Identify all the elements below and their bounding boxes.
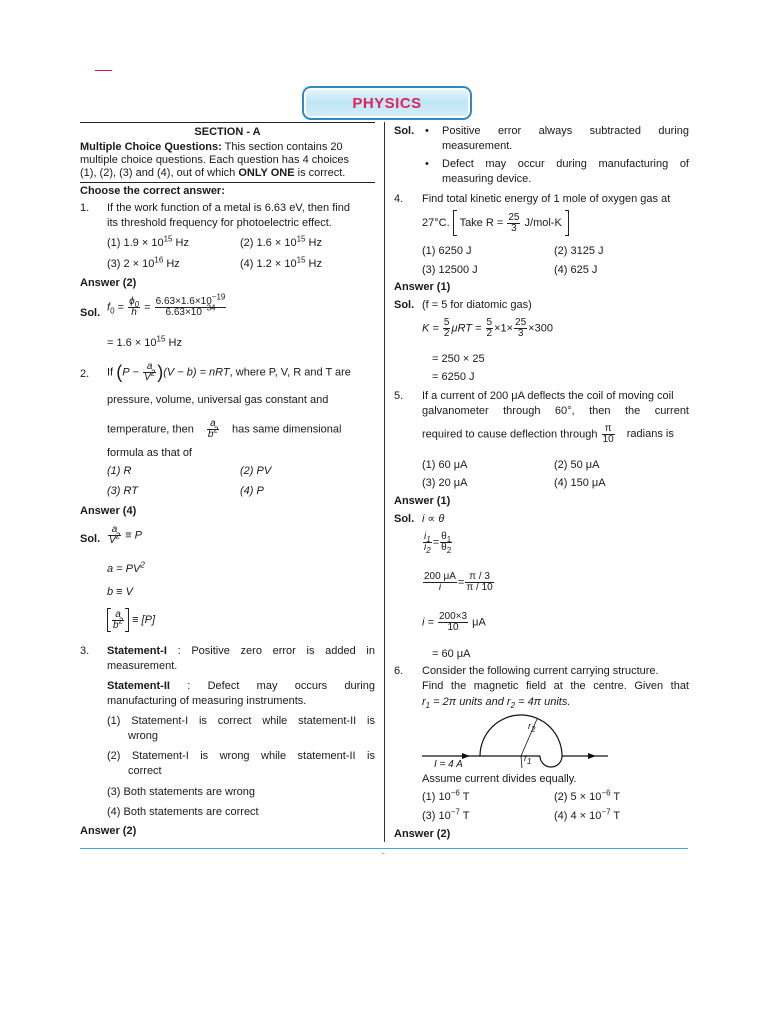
q2-option-1: (1) R [107,465,132,477]
q4-number: 4. [394,193,404,205]
q4-option-1: (1) 6250 J [422,245,472,257]
bullet-icon: • [425,158,429,170]
q1-option-2: (2) $1.6 \times 10^{15}$ Hz [240,234,322,249]
q4-sol-result-2: = 6250 J [432,371,475,383]
q2-line-4: formula as that of [107,447,192,459]
q5-option-2: (2) 50 μA [554,459,600,471]
subject-title: PHYSICS [352,94,422,112]
q2-sol-step-3: b ≡ V [107,586,133,598]
intro-line-2: multiple choice questions. Each question has 4 choices [80,154,350,166]
q5-sol-sub: $\frac{200 \mu A}{i}$ = $\frac{\pi / 3}{\pi / 10}$ [424,571,493,593]
q3-sol-bullet-2: Defect may occur during manufacturing of [442,158,689,170]
q6-option-3: (3) $10^{-7}$ T [422,807,470,822]
q5-answer: Answer (1) [394,495,451,507]
column-divider [384,122,385,842]
q5-line-1: If a current of 200 μA deflects the coil of moving coil [422,390,674,402]
q1-line-1: If the work function of a metal is 6.63 eV, then find [107,202,350,214]
q5-sol-ratio: $\frac{i_1}{i_2}$ = $\frac{\theta_1}{\theta_2}$ [424,531,452,555]
top-red-mark [95,70,112,71]
q2-option-3: (3) RT [107,485,138,497]
q2-sol-step-4: $\frac{a}{b^2}$ ≡ [P] [107,608,155,632]
q2-option-4: (4) P [240,485,264,497]
intro-line-3: (1), (2), (3) and (4), out of which ONLY ONE is correct. [80,167,346,179]
q2-line-2: pressure, volume, universal gas constant and [107,394,329,406]
q3-sol-label: Sol. [394,125,415,137]
q3-option-2: (2) Statement-I is wrong while statement-II is [107,750,375,762]
q4-line-2: 27°C. Take R = $\frac{25}{3}$ J/mol-K [422,210,569,236]
q3-sol-bullet-1: Positive error always subtracted during [442,125,689,137]
q4-sol-eq: K = $\frac{5}{2}$ μRT = $\frac{5}{2}$ ×1× $\frac{25}{3}$ ×300 [422,317,553,339]
q4-sol-label: Sol. [394,299,415,311]
q1-option-3: (3) $2 \times 10^{16}$ Hz [107,255,180,270]
q5-sol-prop: i ∝ θ [422,513,445,525]
q2-number: 2. [80,368,90,380]
q4-option-2: (2) 3125 J [554,245,604,257]
q2-sol-step-1: $\frac{a}{V^2}$ ≡ P [109,524,143,546]
q3-option-4: (4) Both statements are correct [107,806,259,818]
choose-heading: Choose the correct answer: [80,185,225,197]
q2-sol-step-2: $a = PV^2$ [107,560,145,575]
q6-figure-current-label: I = 4 A [434,759,463,770]
q2-option-2: (2) PV [240,465,272,477]
q4-sol-note: (f = 5 for diatomic gas) [422,299,532,311]
q3-statement-1-cont: measurement. [107,660,178,672]
q4-option-3: (3) 12500 J [422,264,478,276]
q6-line-3: $r_1 = 2\pi$ units and $r_2 = 4\pi$ units. [422,696,571,711]
q5-option-1: (1) 60 μA [422,459,468,471]
q3-option-1-cont: wrong [128,730,158,742]
q3-statement-2: Statement-II : Defect may occurs during [107,680,375,692]
q5-option-3: (3) 20 μA [422,477,468,489]
q3-number: 3. [80,645,90,657]
q1-option-1: (1) $1.9 \times 10^{15}$ Hz [107,234,189,249]
q6-option-1: (1) $10^{-6}$ T [422,788,470,803]
q5-sol-calc: i = $\frac{200\times 3}{10}$ μA [422,611,486,633]
q4-line-1: Find total kinetic energy of 1 mole of oxygen gas at [422,193,671,205]
q3-option-3: (3) Both statements are wrong [107,786,255,798]
q6-line-1: Consider the following current carrying structure. [422,665,659,677]
q6-figure-r1-label: $r_1$ [524,753,532,766]
q3-sol-bullet-2-cont: measuring device. [442,173,532,185]
subject-banner [302,86,472,120]
q1-option-4: (4) $1.2 \times 10^{15}$ Hz [240,255,322,270]
page-number-mark: - [382,848,385,858]
q5-option-4: (4) 150 μA [554,477,606,489]
q5-line-3: required to cause deflection through $\frac{\pi}{10}$ radians is [422,423,674,445]
q4-answer: Answer (1) [394,281,451,293]
section-top-rule [80,122,375,123]
q5-line-2: galvanometer through 60°, then the current [422,405,689,417]
q6-figure-r2-label: $r_2$ [528,721,536,734]
q1-line-2: its threshold frequency for photoelectric effect. [107,217,332,229]
q1-sol-result: = $1.6 \times 10^{15}$ Hz [107,334,182,349]
section-title: SECTION - A [194,126,261,138]
q6-number: 6. [394,665,404,677]
q3-option-1: (1) Statement-I is correct while statement-II is [107,715,375,727]
q3-statement-2-cont: manufacturing of measuring instruments. [107,695,307,707]
q6-option-2: (2) $5 \times 10^{-6}$ T [554,788,621,803]
q6-line-2: Find the magnetic field at the centre. Given that [422,680,689,692]
q1-sol-eq: $f_0$ = $\frac{\phi_0}{h}$ = $\frac{6.63\times 1.6\times 10^{-19}}{6.63\times 10^{-34}}$ [107,292,226,318]
q1-answer: Answer (2) [80,277,137,289]
q3-answer: Answer (2) [80,825,137,837]
q2-line-3: temperature, then $\frac{a}{b^2}$ has same dimensional [107,418,342,440]
q2-answer: Answer (4) [80,505,137,517]
q6-answer: Answer (2) [394,828,451,840]
intro-bottom-rule [80,182,375,183]
q4-sol-result-1: = 250 × 25 [432,353,485,365]
q3-statement-1: Statement-I : Positive zero error is added in [107,645,375,657]
q1-sol-label: Sol. [80,307,101,319]
q6-option-4: (4) $4 \times 10^{-7}$ T [554,807,621,822]
q6-assume: Assume current divides equally. [422,773,577,785]
q1-number: 1. [80,202,90,214]
intro-line-1: Multiple Choice Questions: This section contains 20 [80,141,343,153]
q5-sol-label: Sol. [394,513,415,525]
q5-number: 5. [394,390,404,402]
bullet-icon: • [425,125,429,137]
q3-option-2-cont: correct [128,765,162,777]
left-column [80,122,375,837]
q2-line-1: If (P − $\frac{a}{V^2}$ )(V − b) = nRT, where P, V, R and T are [107,361,351,383]
q5-sol-result: = 60 μA [432,648,471,660]
q2-sol-label: Sol. [80,533,101,545]
q3-sol-bullet-1-cont: measurement. [442,140,513,152]
q4-option-4: (4) 625 J [554,264,598,276]
